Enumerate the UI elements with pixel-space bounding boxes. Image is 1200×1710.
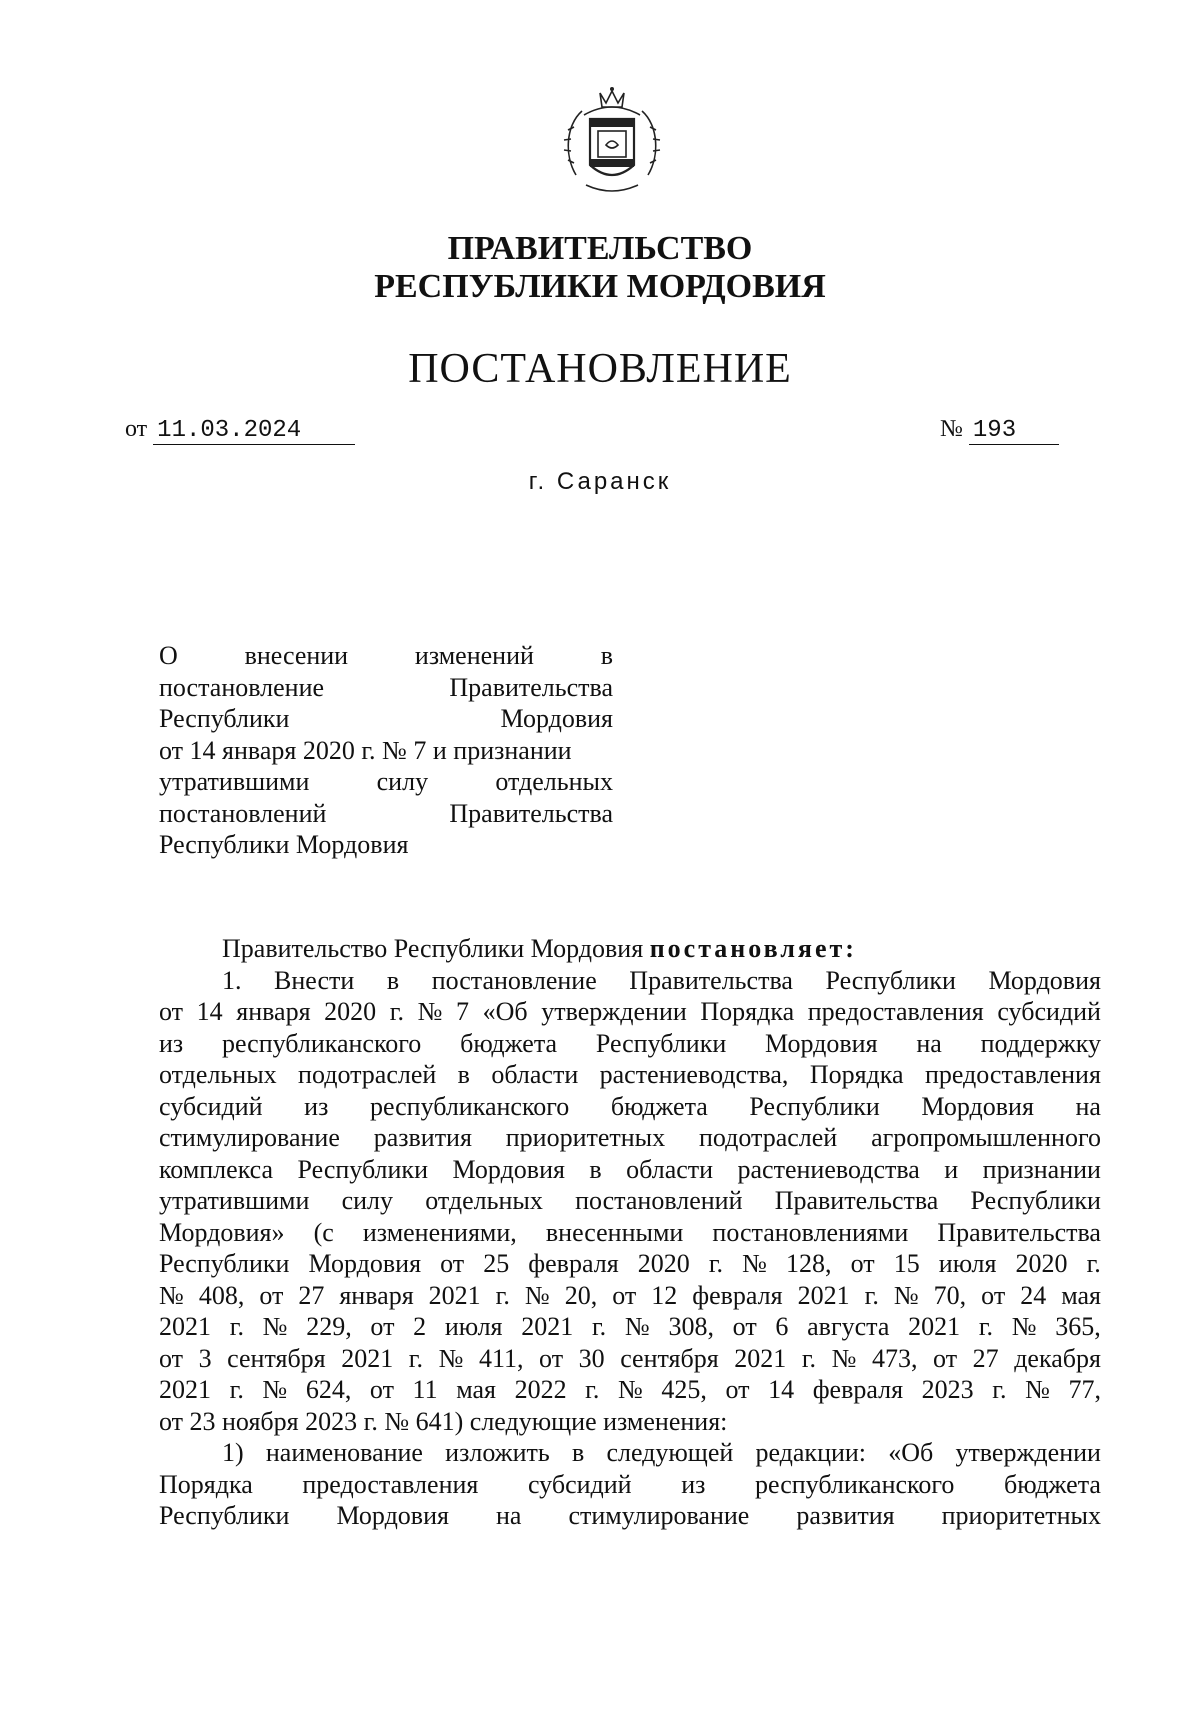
body-word: республиканского [755, 1469, 955, 1499]
body-word: 1. [222, 965, 242, 995]
body-line [159, 1343, 1101, 1375]
body-word: № [831, 1343, 857, 1373]
body-word: бюджета [460, 1028, 558, 1058]
body-word: № [159, 1280, 184, 1310]
body-line [159, 1217, 1101, 1249]
body-word: мая [1061, 1280, 1101, 1310]
body-word: агропромышленного [871, 1123, 1101, 1152]
body-word: 411, [478, 1343, 524, 1373]
body-word: предоставления [924, 1060, 1101, 1089]
body-word: 77, [1068, 1375, 1101, 1404]
body-word: г. [992, 1375, 1007, 1404]
body-word: стимулирование [159, 1123, 340, 1152]
body-line [159, 1028, 1101, 1060]
document-number [940, 416, 1059, 445]
body-line [159, 1406, 1101, 1438]
body-word: Республики [297, 1154, 428, 1184]
body-word: Республики [825, 965, 956, 995]
document-subject [159, 640, 613, 861]
city-name: г. Саранск [528, 468, 672, 495]
body-word: 2022 [514, 1375, 567, 1404]
body-line [159, 996, 1101, 1028]
body-word: 70, [933, 1280, 967, 1310]
body-word: 14 [768, 1375, 795, 1404]
body-word: г. [495, 1280, 510, 1310]
subject-word: постановлений [159, 798, 327, 828]
body-word: области [491, 1060, 579, 1089]
document-type-title: ПОСТАНОВЛЕНИЕ [408, 346, 792, 392]
body-word: субсидий [997, 997, 1101, 1026]
body-word: в [386, 965, 400, 995]
body-word: 12 [651, 1280, 678, 1310]
date-value: 11.03.2024 [153, 417, 355, 445]
body-word: 7 [456, 997, 470, 1026]
body-word: 15 [893, 1249, 920, 1278]
body-word: отдельных [425, 1186, 543, 1215]
body-word: из [304, 1091, 329, 1121]
body-preamble [159, 933, 1101, 965]
coat-of-arms-icon [560, 85, 664, 197]
body-word: июля [444, 1312, 503, 1341]
body-word: от [370, 1312, 395, 1341]
body-word: утверждении [955, 1438, 1101, 1467]
body-line [159, 1185, 1101, 1217]
body-word: изложить [445, 1438, 550, 1467]
body-word: г. [229, 1312, 244, 1341]
body-line [159, 1311, 1101, 1343]
body-line [159, 1374, 1101, 1406]
subject-line [159, 672, 613, 704]
body-word: силу [341, 1186, 394, 1215]
body-word: 25 [483, 1249, 510, 1278]
body-word: 11 [412, 1375, 438, 1404]
body-word: из [159, 1028, 184, 1058]
body-word: постановление [431, 965, 597, 995]
body-word: постановлений [575, 1186, 743, 1215]
body-word: г. [389, 997, 405, 1026]
body-word: от [259, 1280, 284, 1310]
body-word: республиканского [221, 1028, 422, 1058]
body-line [159, 1059, 1101, 1091]
body-word: января [236, 997, 311, 1026]
body-word: г. [708, 1249, 724, 1278]
body-word: Мордовия [452, 1154, 565, 1184]
body-word: Порядка [700, 997, 795, 1026]
body-word: от [440, 1249, 465, 1278]
body-word: г. [978, 1312, 994, 1341]
body-word: от [725, 1375, 750, 1404]
body-word: Республики [970, 1186, 1101, 1215]
body-word: Правительства [774, 1186, 939, 1215]
body-word: следующей [606, 1438, 734, 1467]
body-word: и [944, 1154, 959, 1184]
body-word: республиканского [369, 1091, 570, 1121]
body-word: комплекса [159, 1154, 274, 1184]
body-word: г. [1086, 1249, 1101, 1278]
body-word: Мордовия [308, 1249, 422, 1278]
body-word: в [589, 1154, 602, 1184]
body-line [159, 1280, 1101, 1312]
body-word: в [457, 1060, 470, 1089]
body-line [159, 1091, 1101, 1123]
body-word: № [438, 1343, 464, 1373]
body-word: 2020 [324, 997, 377, 1026]
government-title-line2: РЕСПУБЛИКИ МОРДОВИЯ [374, 268, 826, 305]
body-word: № [1011, 1312, 1037, 1341]
body-word: приоритетных [505, 1123, 666, 1152]
body-word: 20, [564, 1280, 598, 1310]
body-word: от [850, 1249, 875, 1278]
body-word: № [742, 1249, 767, 1278]
subject-word: Правительства [449, 672, 613, 702]
body-line [159, 1469, 1101, 1501]
body-word: от [159, 997, 184, 1026]
body-word: 2021 [521, 1312, 574, 1341]
body-word: «Об [482, 997, 528, 1026]
subject-word: Мордовия [500, 704, 613, 733]
body-word: от [612, 1280, 637, 1310]
body-word: 425, [661, 1375, 707, 1404]
body-word: Порядка [159, 1469, 253, 1499]
body-word: г. [591, 1312, 607, 1341]
preamble-text: Правительство Республики Мордовия [222, 934, 644, 963]
body-word: Правительства [629, 965, 793, 995]
subject-line [159, 798, 613, 830]
body-word: приоритетных [941, 1501, 1101, 1530]
body-word: на [495, 1501, 522, 1530]
body-word: Мордовия [336, 1501, 449, 1530]
body-word: 27 [972, 1343, 999, 1373]
body-word: бюджета [610, 1091, 708, 1121]
body-word: в [571, 1438, 585, 1467]
body-word: из [681, 1469, 706, 1499]
body-word: наименование [265, 1438, 423, 1467]
body-word: № [262, 1312, 288, 1341]
body-word: 1) [222, 1438, 244, 1467]
body-word: 229, [306, 1312, 352, 1341]
subject-line [159, 640, 613, 672]
body-word: № [617, 1375, 643, 1404]
body-word: г. [408, 1343, 423, 1373]
body-word: 2021 [734, 1343, 787, 1373]
body-word: 2021 [341, 1343, 394, 1373]
body-word: предоставления [302, 1469, 479, 1499]
body-word: субсидий [527, 1469, 632, 1499]
body-word: от [159, 1343, 184, 1373]
body-word: февраля [692, 1280, 783, 1310]
body-word: развития [373, 1123, 472, 1152]
subject-word: силу [376, 767, 429, 796]
body-word: бюджета [1003, 1469, 1101, 1499]
document-body [159, 933, 1101, 1532]
body-line [159, 1500, 1101, 1532]
body-word: 2 [413, 1312, 427, 1341]
subject-word: Правительства [449, 798, 613, 828]
subject-word: изменений [414, 641, 534, 670]
body-word: 365, [1055, 1312, 1101, 1341]
body-word: января [339, 1280, 414, 1310]
body-word: (с [313, 1217, 334, 1247]
body-word: мая [456, 1375, 496, 1404]
body-word: растениеводства [737, 1154, 920, 1184]
preamble-emphasis: постановляет: [649, 934, 857, 963]
subject-word: от 14 января 2020 г. № 7 и признании [159, 735, 572, 765]
body-word: сентября [227, 1343, 326, 1373]
body-word: 624, [305, 1375, 352, 1404]
body-word: 2023 [921, 1375, 974, 1404]
number-value: 193 [969, 417, 1059, 445]
subject-word: утратившими [159, 767, 310, 796]
body-word: 6 [775, 1312, 789, 1341]
body-word: на [1075, 1091, 1101, 1121]
body-word: 128, [786, 1249, 832, 1278]
body-word: Правительства [937, 1217, 1101, 1247]
body-word: 2021 [908, 1312, 961, 1341]
body-word: г. [801, 1343, 817, 1373]
body-word: г. [864, 1280, 879, 1310]
subject-word: Республики [159, 704, 290, 733]
body-word: утверждении [541, 997, 687, 1026]
subject-word: О [159, 641, 178, 670]
body-word: 473, [871, 1343, 918, 1373]
body-word: растениеводства, [599, 1060, 789, 1089]
body-word: поддержку [980, 1028, 1101, 1058]
body-word: Мордовия [765, 1028, 878, 1058]
body-word: № [1025, 1375, 1050, 1404]
body-word: Республики [595, 1028, 727, 1058]
body-word: от [933, 1343, 958, 1373]
body-word: Республики [749, 1091, 880, 1121]
body-word: субсидий [159, 1091, 263, 1121]
subject-line [159, 703, 613, 735]
body-word: 30 [578, 1343, 605, 1373]
body-word: от 23 ноября 2023 г. № 641) следующие изменения: [159, 1406, 728, 1436]
body-word: Внести [274, 965, 355, 995]
body-word: 24 [1020, 1280, 1047, 1310]
body-word: редакции: [755, 1438, 867, 1467]
body-word: № [417, 997, 443, 1026]
body-word: июля [938, 1249, 997, 1278]
subject-word: в [600, 641, 613, 670]
body-word: на [916, 1028, 942, 1058]
body-word: Порядка [809, 1060, 904, 1089]
body-word: Мордовия [988, 965, 1101, 995]
body-word: 308, [668, 1312, 714, 1341]
body-word: февраля [528, 1249, 619, 1278]
body-word: 408, [198, 1280, 245, 1310]
body-word: утратившими [159, 1186, 310, 1215]
subject-line [159, 735, 613, 767]
body-line [159, 1437, 1101, 1469]
body-word: изменениями, [362, 1217, 517, 1247]
body-word: г. [585, 1375, 600, 1404]
body-word: подотраслей [698, 1123, 838, 1152]
body-word: внесенными [545, 1217, 684, 1247]
subject-line [159, 766, 613, 798]
body-word: постановлениями [712, 1217, 909, 1247]
body-word: области [626, 1154, 714, 1184]
body-word: 2020 [1015, 1249, 1068, 1278]
body-word: от [981, 1280, 1006, 1310]
body-word: Республики [159, 1249, 290, 1278]
body-line [159, 965, 1101, 997]
body-line [159, 1154, 1101, 1186]
body-line [159, 1248, 1101, 1280]
body-word: 2021 [797, 1280, 850, 1310]
body-word: февраля [812, 1375, 904, 1404]
body-word: № [524, 1280, 550, 1310]
government-title-line1: ПРАВИТЕЛЬСТВО [447, 230, 753, 267]
body-word: 2021 [428, 1280, 481, 1310]
body-word: признании [982, 1154, 1101, 1184]
body-word: от [732, 1312, 757, 1341]
body-word: 14 [196, 997, 223, 1026]
body-word: отдельных [159, 1060, 277, 1089]
body-word: декабря [1014, 1343, 1101, 1373]
body-word: 2021 [159, 1312, 211, 1341]
body-word: сентября [620, 1343, 719, 1373]
subject-word: Республики Мордовия [159, 830, 409, 859]
date-prefix: от [125, 416, 148, 442]
body-word: от [539, 1343, 564, 1373]
body-word: стимулирование [568, 1501, 750, 1530]
number-prefix: № [940, 416, 963, 442]
body-word: Республики [159, 1501, 290, 1530]
body-word: Мордовия [921, 1091, 1034, 1121]
body-word: 2020 [637, 1249, 690, 1278]
body-word: Мордовия» [159, 1217, 285, 1247]
body-word: предоставления [807, 997, 984, 1026]
subject-word: постановление [159, 672, 325, 702]
body-word: № [624, 1312, 650, 1341]
body-word: подотраслей [298, 1060, 437, 1089]
subject-word: отдельных [495, 767, 613, 796]
body-word: 27 [298, 1280, 325, 1310]
body-word: от [369, 1375, 394, 1404]
document-date [125, 416, 355, 445]
body-word: № [893, 1280, 919, 1310]
body-word: № [262, 1375, 288, 1404]
body-word: 2021 [159, 1375, 211, 1404]
subject-word: внесении [244, 641, 349, 670]
body-word: 3 [198, 1343, 212, 1373]
body-word: г. [229, 1375, 244, 1404]
body-word: развития [796, 1501, 895, 1530]
body-word: августа [807, 1312, 890, 1341]
body-word: «Об [888, 1438, 934, 1467]
body-line [159, 1122, 1101, 1154]
subject-line [159, 829, 613, 861]
